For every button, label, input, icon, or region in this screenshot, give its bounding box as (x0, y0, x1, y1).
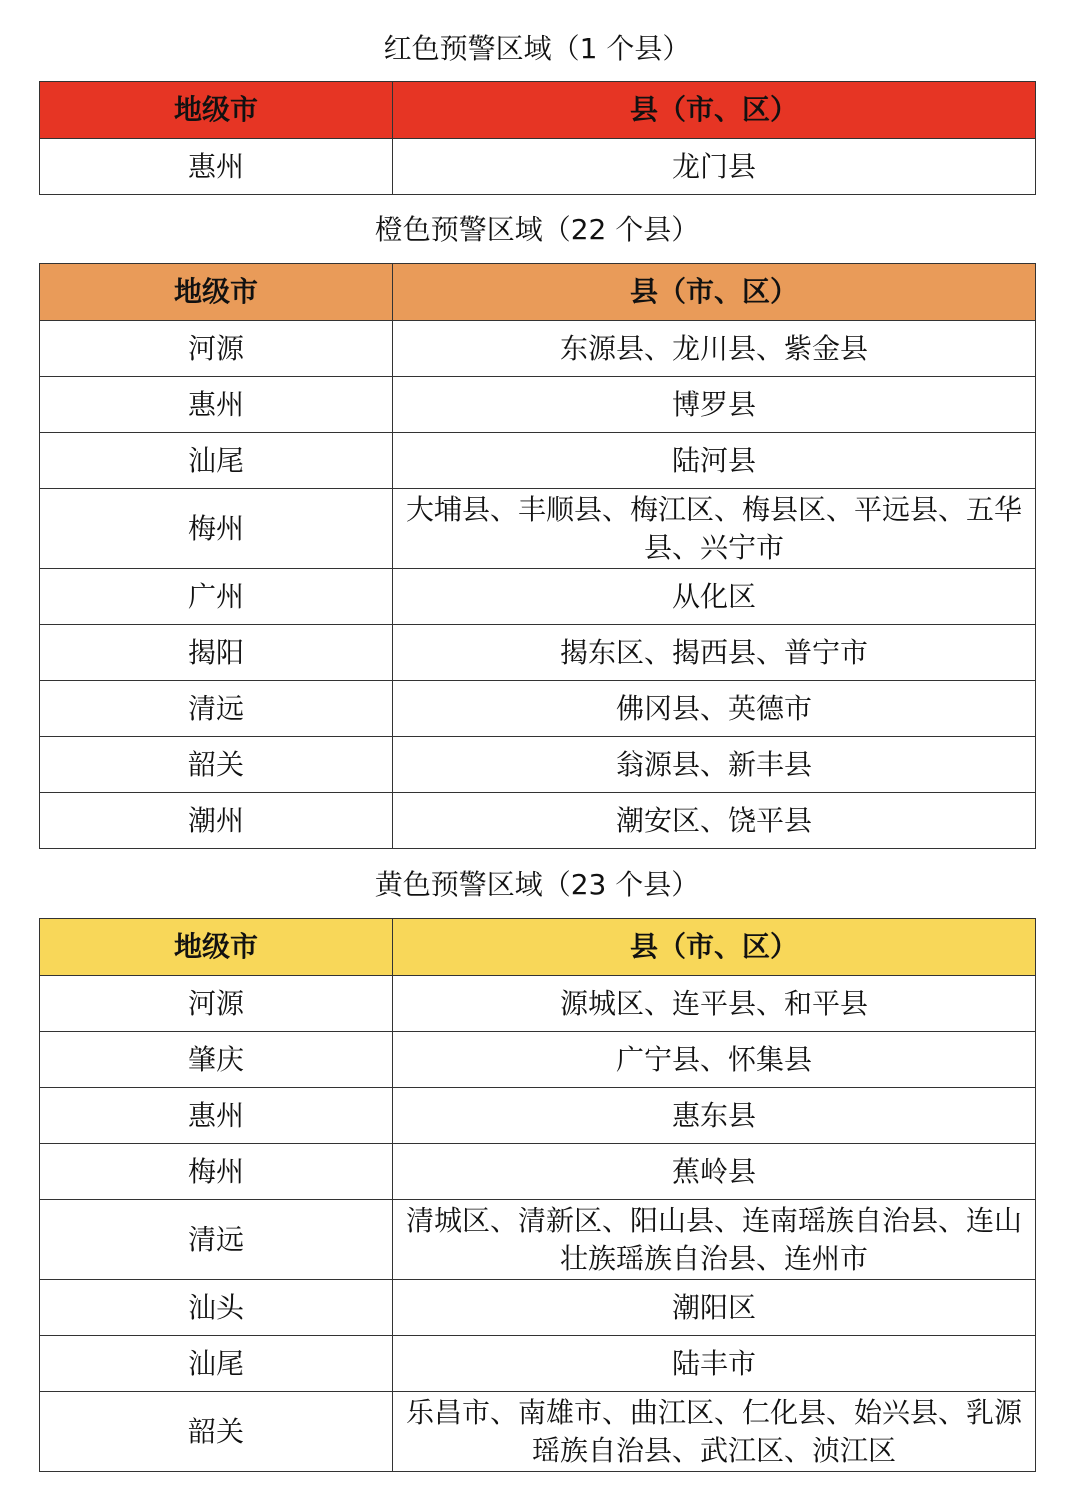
table-row (40, 139, 1036, 195)
table-row (40, 1392, 1036, 1472)
city-cell: 梅州 (40, 489, 393, 569)
table-row (40, 569, 1036, 625)
table-row (40, 976, 1036, 1032)
yellow-warning-table (39, 918, 1036, 1472)
table-row (40, 737, 1036, 793)
red-warning-table (39, 81, 1036, 195)
table-header-row (40, 264, 1036, 321)
header-counties: 县（市、区） (393, 919, 1036, 976)
city-cell: 广州 (40, 569, 393, 625)
counties-cell: 龙门县 (393, 139, 1036, 195)
yellow-warning-title: 黄色预警区域（23 个县） (374, 868, 700, 901)
counties-cell: 东源县、龙川县、紫金县 (393, 321, 1036, 377)
table-row (40, 1144, 1036, 1200)
table-row (40, 625, 1036, 681)
table-row (40, 793, 1036, 849)
city-cell: 惠州 (40, 139, 393, 195)
table-row (40, 433, 1036, 489)
city-cell: 汕头 (40, 1280, 393, 1336)
table-row (40, 377, 1036, 433)
header-counties: 县（市、区） (393, 82, 1036, 139)
counties-cell: 清城区、清新区、阳山县、连南瑶族自治县、连山壮族瑶族自治县、连州市 (393, 1200, 1036, 1280)
city-cell: 清远 (40, 1200, 393, 1280)
table-row (40, 489, 1036, 569)
counties-cell: 揭东区、揭西县、普宁市 (393, 625, 1036, 681)
city-cell: 惠州 (40, 1088, 393, 1144)
counties-cell: 陆丰市 (393, 1336, 1036, 1392)
counties-cell: 陆河县 (393, 433, 1036, 489)
table-row (40, 1336, 1036, 1392)
city-cell: 揭阳 (40, 625, 393, 681)
table-row (40, 1088, 1036, 1144)
city-cell: 清远 (40, 681, 393, 737)
table-row (40, 321, 1036, 377)
city-cell: 惠州 (40, 377, 393, 433)
city-cell: 汕尾 (40, 1336, 393, 1392)
header-city: 地级市 (40, 82, 393, 139)
table-header-row (40, 82, 1036, 139)
table-header-row (40, 919, 1036, 976)
counties-cell: 佛冈县、英德市 (393, 681, 1036, 737)
counties-cell: 源城区、连平县、和平县 (393, 976, 1036, 1032)
table-row (40, 1032, 1036, 1088)
city-cell: 韶关 (40, 1392, 393, 1472)
counties-cell: 潮安区、饶平县 (393, 793, 1036, 849)
counties-cell: 从化区 (393, 569, 1036, 625)
red-warning-title: 红色预警区域（1 个县） (383, 32, 691, 65)
header-city: 地级市 (40, 264, 393, 321)
counties-cell: 潮阳区 (393, 1280, 1036, 1336)
counties-cell: 大埔县、丰顺县、梅江区、梅县区、平远县、五华县、兴宁市 (393, 489, 1036, 569)
city-cell: 河源 (40, 976, 393, 1032)
table-row (40, 1280, 1036, 1336)
city-cell: 河源 (40, 321, 393, 377)
orange-warning-table (39, 263, 1036, 849)
table-row (40, 1200, 1036, 1280)
orange-warning-title: 橙色预警区域（22 个县） (374, 213, 700, 246)
city-cell: 潮州 (40, 793, 393, 849)
header-counties: 县（市、区） (393, 264, 1036, 321)
counties-cell: 博罗县 (393, 377, 1036, 433)
city-cell: 汕尾 (40, 433, 393, 489)
counties-cell: 翁源县、新丰县 (393, 737, 1036, 793)
table-row (40, 681, 1036, 737)
counties-cell: 惠东县 (393, 1088, 1036, 1144)
counties-cell: 蕉岭县 (393, 1144, 1036, 1200)
counties-cell: 广宁县、怀集县 (393, 1032, 1036, 1088)
city-cell: 梅州 (40, 1144, 393, 1200)
counties-cell: 乐昌市、南雄市、曲江区、仁化县、始兴县、乳源瑶族自治县、武江区、浈江区 (393, 1392, 1036, 1472)
city-cell: 韶关 (40, 737, 393, 793)
header-city: 地级市 (40, 919, 393, 976)
city-cell: 肇庆 (40, 1032, 393, 1088)
